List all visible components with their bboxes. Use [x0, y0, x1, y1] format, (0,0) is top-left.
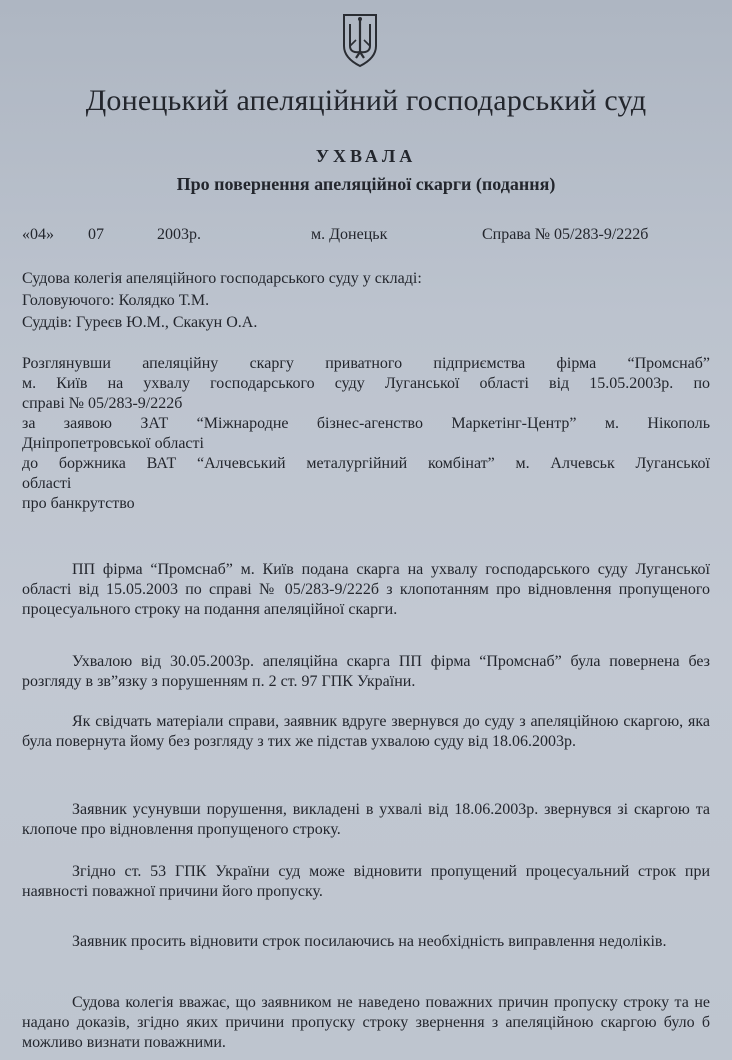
- panel-intro: Судова колегія апеляційного господарського суду у складі:: [22, 270, 422, 287]
- trident-emblem-icon: [340, 12, 380, 68]
- body-paragraph: ПП фірма “Промснаб” м. Київ подана скарга на ухвалу господарського суду Луганської області від 15.05.2003 по справі № 05/283-9/222б з клопотанням про відновлення пропущеного процесуального строку на подання апеляційної скарги.: [22, 561, 710, 618]
- document-subtitle: Про повернення апеляційної скарги (подання): [176, 174, 556, 194]
- panel-presiding: Головуючого: Колядко Т.М.: [22, 292, 210, 309]
- city: м. Донецьк: [311, 226, 388, 243]
- body-paragraph: Заявник просить відновити строк посилаючись на необхідність виправлення недоліків.: [72, 933, 667, 950]
- considered-line: м. Київ на ухвалу господарського суду Луганської області від 15.05.2003р. по: [22, 375, 710, 392]
- body-paragraph: Заявник усунувши порушення, викладені в ухвалі від 18.06.2003р. звернувся зі скаргою та клопоче про відновлення пропущеного строку.: [22, 801, 710, 838]
- body-paragraph: Ухвалою від 30.05.2003р. апеляційна скарга ПП фірма “Промснаб” була повернена без розгляду в зв”язку з порушенням п. 2 ст. 97 ГПК України.: [22, 653, 710, 690]
- considered-line: області: [22, 475, 72, 492]
- body-paragraph: Як свідчать матеріали справи, заявник вдруге звернувся до суду з апеляційною скаргою, яка була повернута йому без розгляду з тих же підстав ухвалою суду від 18.06.2003р.: [22, 713, 710, 750]
- considered-line: Дніпропетровської області: [22, 435, 204, 452]
- body-paragraph: Згідно ст. 53 ГПК України суд може відновити пропущений процесуальний строк при наявності поважної причини його пропуску.: [22, 863, 710, 900]
- considered-line: про банкрутство: [22, 495, 135, 512]
- date-month: 07: [88, 226, 104, 243]
- court-name: Донецький апеляційний господарський суд: [85, 84, 647, 117]
- date-year: 2003р.: [157, 226, 201, 243]
- document-type: УХВАЛА: [315, 146, 417, 166]
- considered-line: Розглянувши апеляційну скаргу приватного підприємства фірма “Промснаб”: [22, 355, 710, 372]
- considered-line: справі № 05/283-9/222б: [22, 395, 183, 412]
- date-day: «04»: [22, 226, 54, 243]
- considered-line: до боржника ВАТ “Алчевський металургійний комбінат” м. Алчевськ Луганської: [22, 455, 710, 472]
- panel-judges: Суддів: Гуреєв Ю.М., Скакун О.А.: [22, 314, 258, 331]
- considered-block: [22, 354, 710, 514]
- considered-line: за заявою ЗАТ “Міжнародне бізнес-агенство Маркетінг-Центр” м. Нікополь: [22, 415, 710, 432]
- case-number: Справа № 05/283-9/222б: [482, 226, 649, 243]
- body-paragraph: Судова колегія вважає, що заявником не наведено поважних причин пропуску строку та не надано доказів, згідно яких причини пропуску строку звернення з апеляційною скаргою було б можливо визнати поважними.: [22, 994, 710, 1051]
